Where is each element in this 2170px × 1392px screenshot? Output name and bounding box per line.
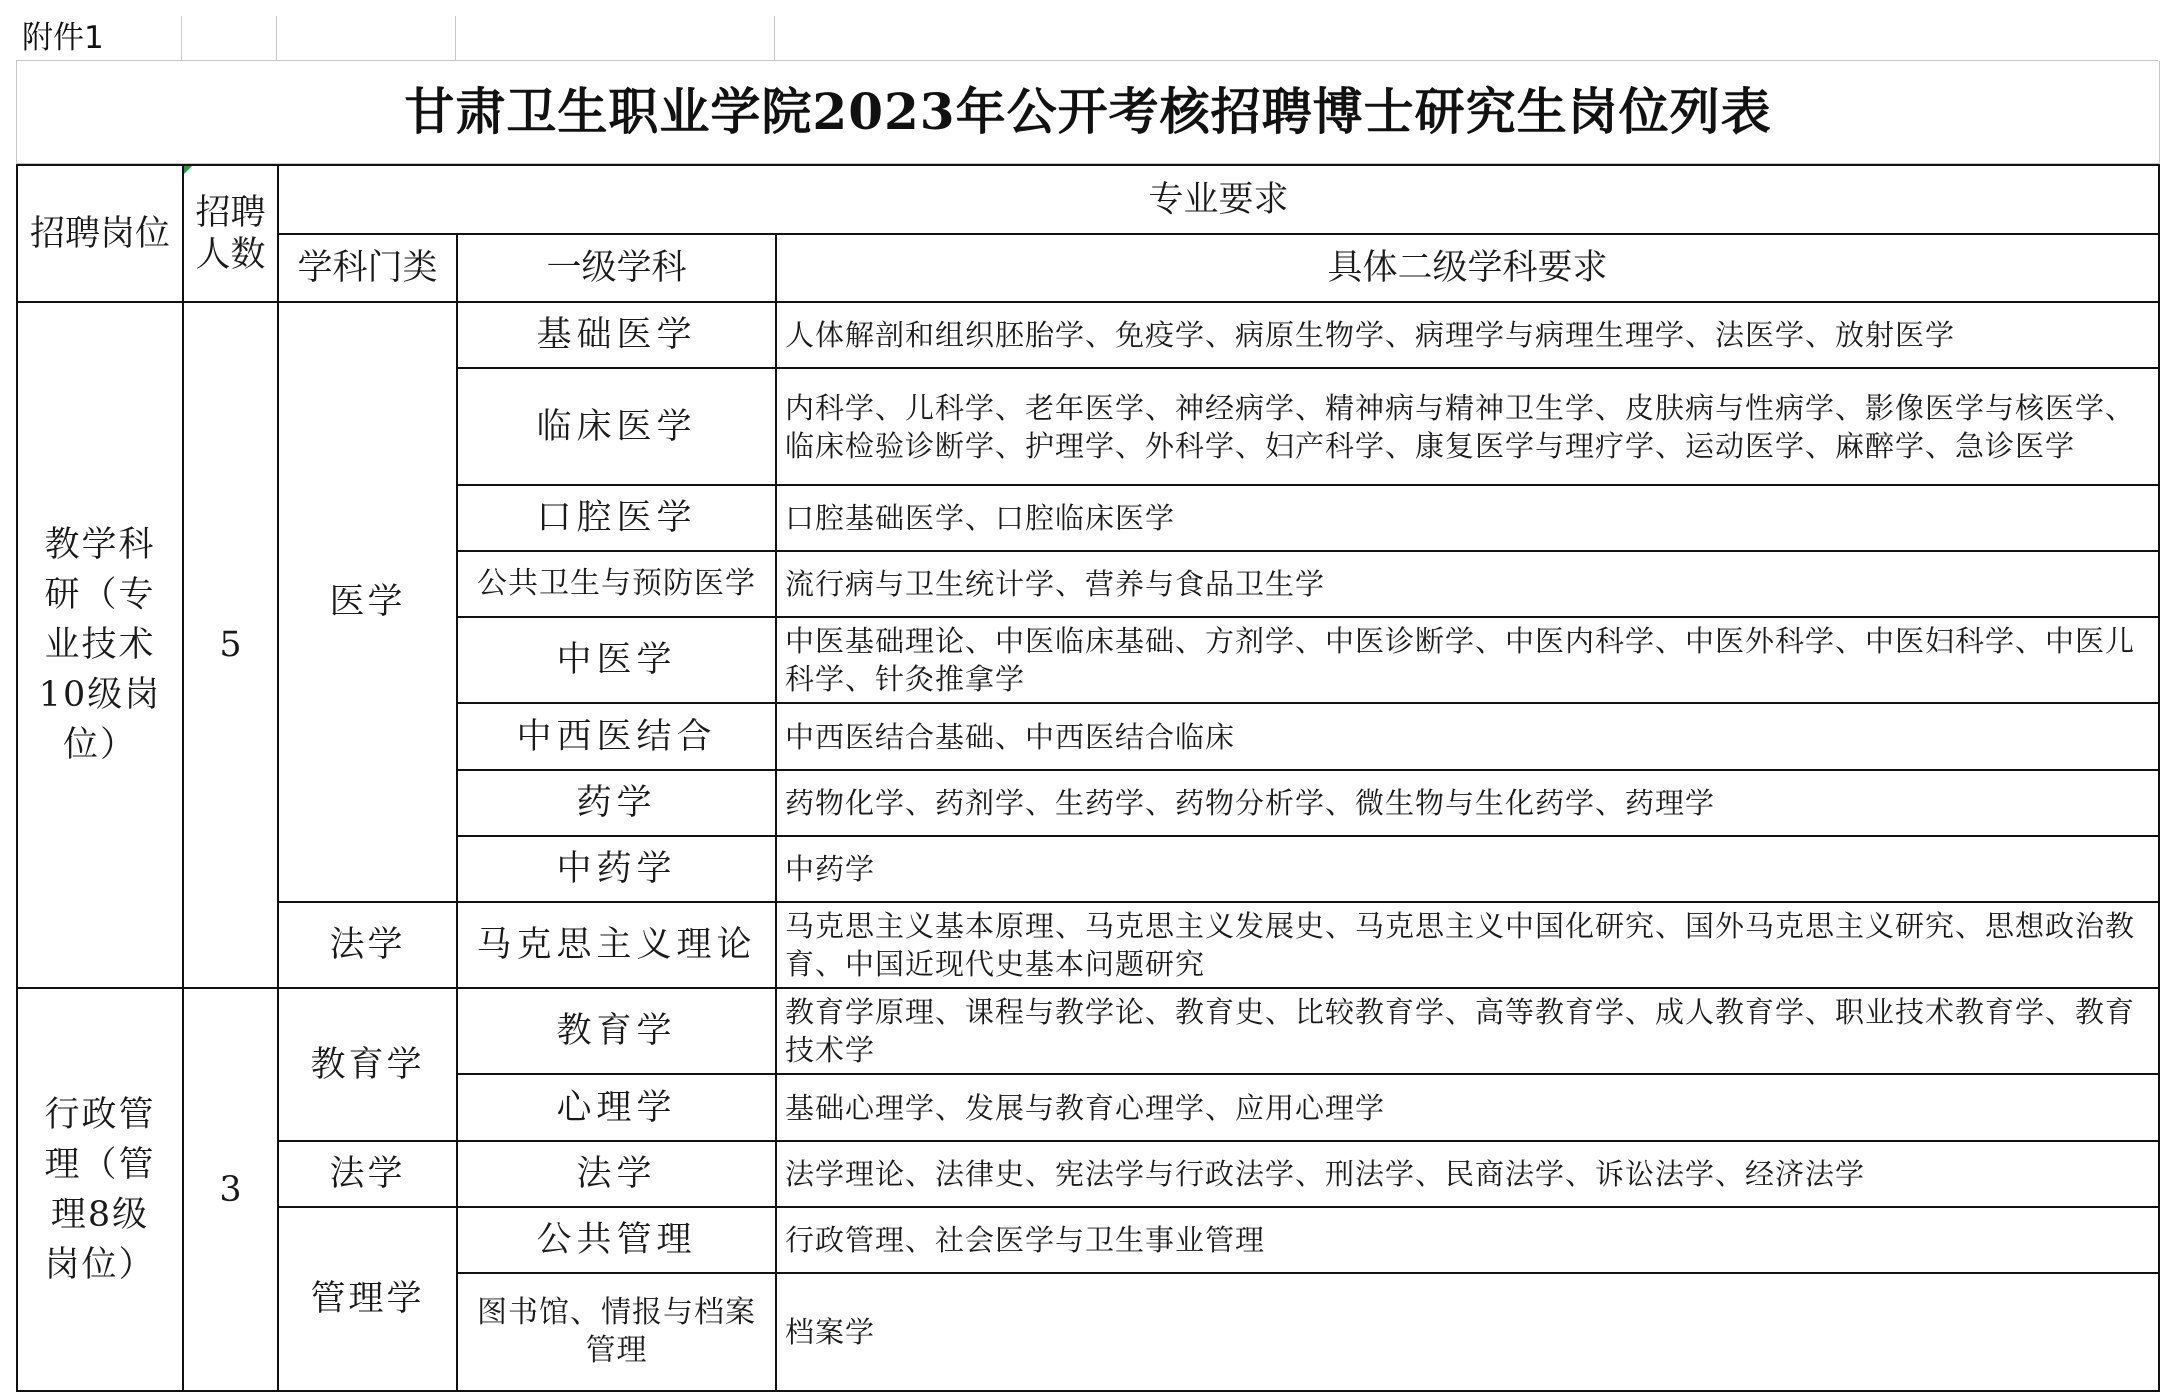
table-row bbox=[17, 302, 2159, 368]
table-row bbox=[17, 1207, 2159, 1273]
spreadsheet-header-row bbox=[16, 16, 2158, 61]
discipline-cell[interactable]: 法学 bbox=[278, 902, 457, 988]
header-row-2 bbox=[17, 234, 2159, 302]
title-cell[interactable] bbox=[16, 61, 2160, 164]
first-level-cell[interactable]: 法学 bbox=[457, 1141, 776, 1207]
table-row bbox=[17, 902, 2159, 988]
first-level-cell[interactable]: 中药学 bbox=[457, 836, 776, 902]
detail-cell[interactable]: 中药学 bbox=[776, 836, 2159, 902]
page-title: 甘肃卫生职业学院2023年公开考核招聘博士研究生岗位列表 bbox=[404, 82, 1772, 141]
table-row bbox=[17, 1141, 2159, 1207]
header-major-requirements[interactable]: 专业要求 bbox=[278, 165, 2159, 234]
table-row bbox=[17, 988, 2159, 1074]
header-first-level[interactable]: 一级学科 bbox=[457, 234, 776, 302]
detail-cell[interactable]: 中西医结合基础、中西医结合临床 bbox=[776, 703, 2159, 770]
count-cell[interactable]: 5 bbox=[183, 302, 278, 988]
first-level-cell[interactable]: 中医学 bbox=[457, 617, 776, 703]
detail-cell[interactable]: 行政管理、社会医学与卫生事业管理 bbox=[776, 1207, 2159, 1273]
detail-cell[interactable]: 药物化学、药剂学、生药学、药物分析学、微生物与生化药学、药理学 bbox=[776, 770, 2159, 836]
detail-cell[interactable]: 口腔基础医学、口腔临床医学 bbox=[776, 485, 2159, 551]
first-level-cell[interactable]: 口腔医学 bbox=[457, 485, 776, 551]
discipline-cell[interactable]: 医学 bbox=[278, 302, 457, 902]
header-count[interactable]: 招聘人数 bbox=[183, 165, 278, 302]
first-level-cell[interactable]: 教育学 bbox=[457, 988, 776, 1074]
cell-a1[interactable] bbox=[16, 16, 182, 60]
header-discipline[interactable]: 学科门类 bbox=[278, 234, 457, 302]
first-level-cell[interactable]: 公共管理 bbox=[457, 1207, 776, 1273]
discipline-cell[interactable]: 教育学 bbox=[278, 988, 457, 1141]
cell-c1[interactable] bbox=[277, 16, 456, 60]
cell-d1[interactable] bbox=[456, 16, 775, 60]
cell-b1[interactable] bbox=[182, 16, 277, 60]
appendix-label: 附件1 bbox=[22, 20, 104, 56]
detail-cell[interactable]: 法学理论、法律史、宪法学与行政法学、刑法学、民商法学、诉讼法学、经济法学 bbox=[776, 1141, 2159, 1207]
detail-cell[interactable]: 教育学原理、课程与教学论、教育史、比较教育学、高等教育学、成人教育学、职业技术教育学、教育技术学 bbox=[776, 988, 2159, 1074]
detail-cell[interactable]: 人体解剖和组织胚胎学、免疫学、病原生物学、病理学与病理生理学、法医学、放射医学 bbox=[776, 302, 2159, 368]
first-level-cell[interactable]: 公共卫生与预防医学 bbox=[457, 551, 776, 617]
first-level-cell[interactable]: 基础医学 bbox=[457, 302, 776, 368]
first-level-cell[interactable]: 中西医结合 bbox=[457, 703, 776, 770]
discipline-cell[interactable]: 法学 bbox=[278, 1141, 457, 1207]
position-cell[interactable]: 教学科研（专业技术10级岗位） bbox=[17, 302, 183, 988]
position-cell[interactable]: 行政管理（管理8级岗位） bbox=[17, 988, 183, 1391]
header-position[interactable]: 招聘岗位 bbox=[17, 165, 183, 302]
first-level-cell[interactable]: 图书馆、情报与档案管理 bbox=[457, 1273, 776, 1391]
positions-table bbox=[16, 164, 2160, 1392]
discipline-cell[interactable]: 管理学 bbox=[278, 1207, 457, 1391]
header-row-1 bbox=[17, 165, 2159, 234]
first-level-cell[interactable]: 心理学 bbox=[457, 1074, 776, 1141]
first-level-cell[interactable]: 药学 bbox=[457, 770, 776, 836]
detail-cell[interactable]: 流行病与卫生统计学、营养与食品卫生学 bbox=[776, 551, 2159, 617]
detail-cell[interactable]: 中医基础理论、中医临床基础、方剂学、中医诊断学、中医内科学、中医外科学、中医妇科学、中医儿科学、针灸推拿学 bbox=[776, 617, 2159, 703]
first-level-cell[interactable]: 临床医学 bbox=[457, 368, 776, 485]
first-level-cell[interactable]: 马克思主义理论 bbox=[457, 902, 776, 988]
count-cell[interactable]: 3 bbox=[183, 988, 278, 1391]
header-second-level[interactable]: 具体二级学科要求 bbox=[776, 234, 2159, 302]
detail-cell[interactable]: 档案学 bbox=[776, 1273, 2159, 1391]
detail-cell[interactable]: 马克思主义基本原理、马克思主义发展史、马克思主义中国化研究、国外马克思主义研究、思想政治教育、中国近现代史基本问题研究 bbox=[776, 902, 2159, 988]
detail-cell[interactable]: 内科学、儿科学、老年医学、神经病学、精神病与精神卫生学、皮肤病与性病学、影像医学与核医学、临床检验诊断学、护理学、外科学、妇产科学、康复医学与理疗学、运动医学、麻醉学、急诊医学 bbox=[776, 368, 2159, 485]
detail-cell[interactable]: 基础心理学、发展与教育心理学、应用心理学 bbox=[776, 1074, 2159, 1141]
